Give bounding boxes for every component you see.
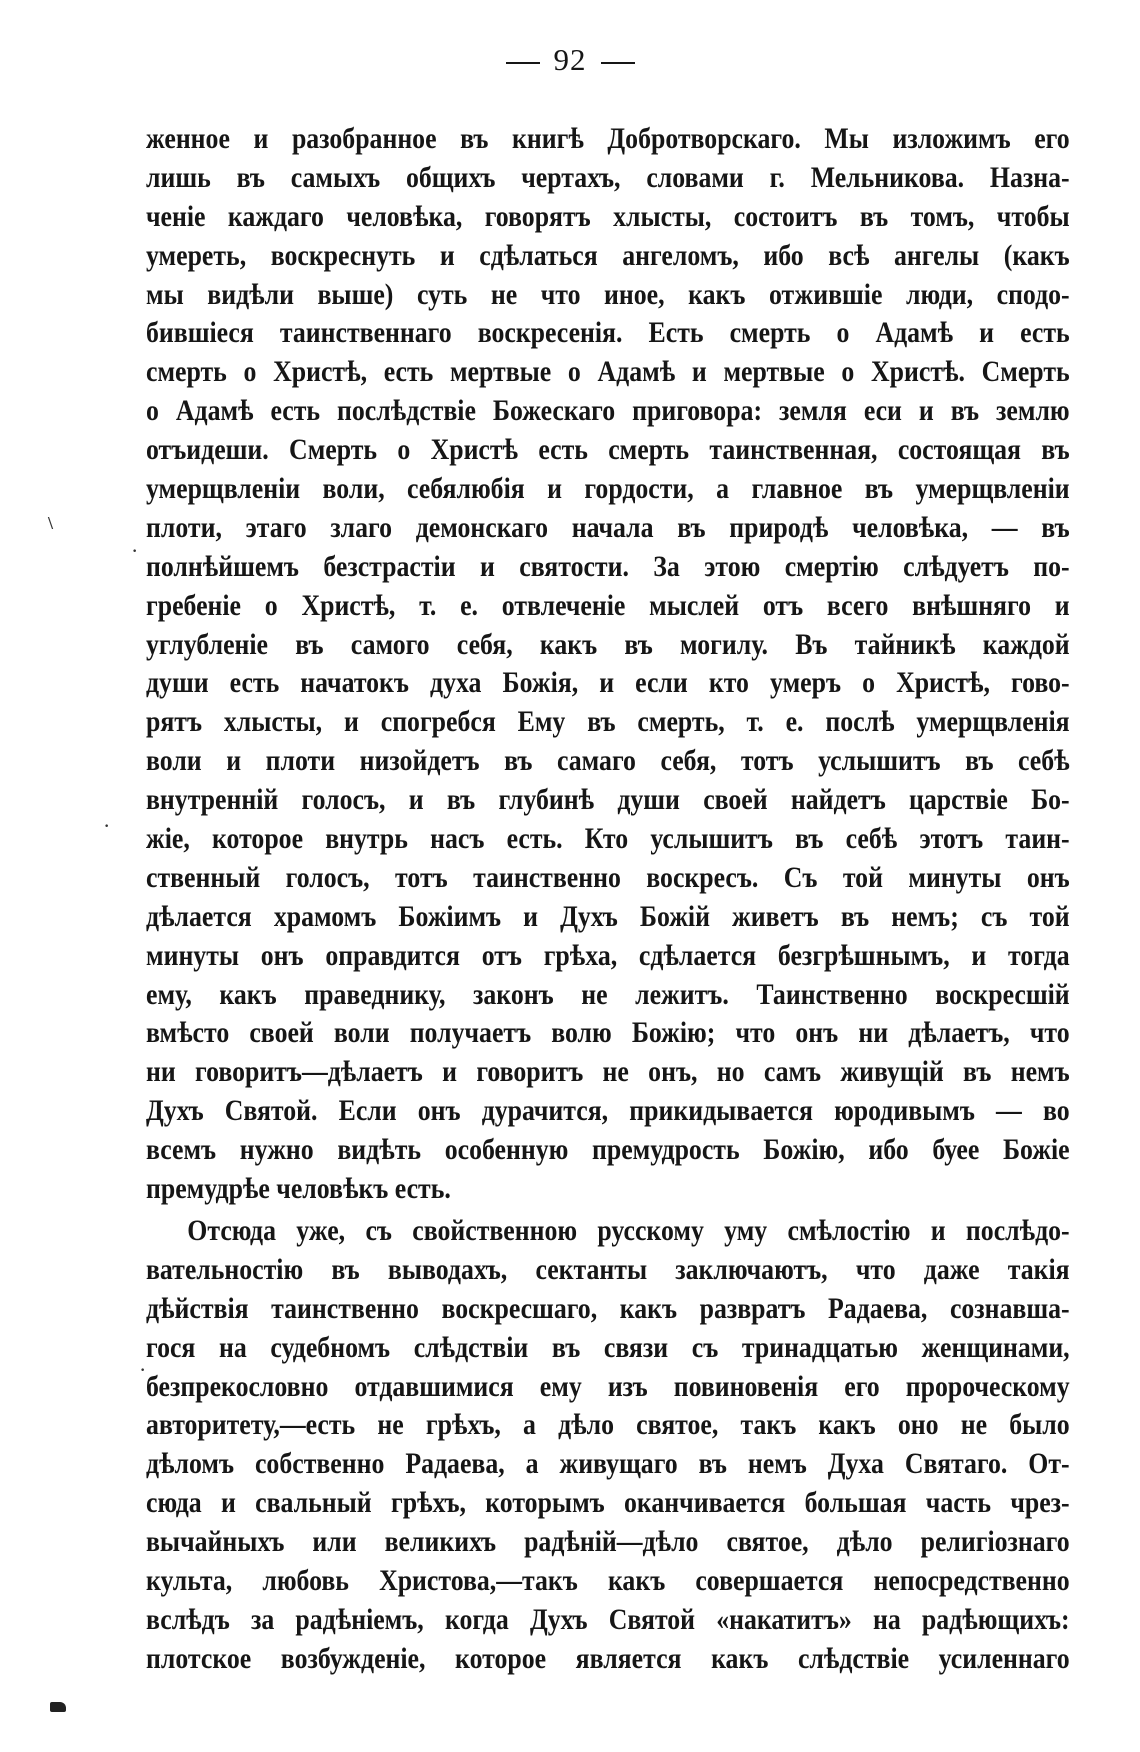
text-line: бившіеся таинственнаго воскресенія. Есть смерть о Адамѣ и есть — [146, 316, 1070, 350]
paragraph-2 — [146, 1212, 1070, 1679]
margin-mark: \ — [48, 513, 54, 533]
text-line: смерть о Христѣ, есть мертвые о Адамѣ и мертвые о Христѣ. Смерть — [146, 355, 1070, 389]
text-line: авторитету,—есть не грѣхъ, а дѣло святое, такъ какъ оно не было — [146, 1408, 1070, 1442]
text-line: внутренній голосъ, и въ глубинѣ души своей найдетъ царствіе Бо- — [146, 783, 1070, 817]
paragraph-1 — [146, 120, 1070, 1209]
text-line: гося на судебномъ слѣдствіи въ связи съ тринадцатью женщинами, — [146, 1330, 1070, 1364]
text-line: вмѣсто своей воли получаетъ волю Божію; что онъ ни дѣлаетъ, что — [146, 1016, 1070, 1050]
text-line: премудрѣе человѣкъ есть. — [146, 1172, 451, 1206]
text-line: всемъ нужно видѣть особенную премудрость Божію, ибо буее Божіе — [146, 1133, 1070, 1167]
text-line: ему, какъ праведнику, законъ не лежитъ. Таинственно воскресшій — [146, 977, 1070, 1011]
text-line: лишь въ самыхъ общихъ чертахъ, словами г. Мельникова. Назна- — [146, 160, 1070, 194]
text-line: гребеніе о Христѣ, т. е. отвлеченіе мыслей отъ всего внѣшняго и — [146, 588, 1070, 622]
text-line: безпрекословно отдавшимися ему изъ повиновенія его пророческому — [146, 1369, 1070, 1403]
text-line: вслѣдъ за радѣніемъ, когда Духъ Святой «накатитъ» на радѣющихъ: — [146, 1602, 1070, 1636]
library-stamp-mark — [50, 1702, 66, 1712]
text-line: Духъ Святой. Если онъ дурачится, прикидывается юродивымъ — во — [146, 1094, 1070, 1128]
page-number: 92 — [553, 42, 587, 77]
margin-mark: · — [140, 1362, 146, 1379]
margin-mark: · — [132, 543, 138, 560]
text-line: дѣйствія таинственно воскресшаго, какъ развратъ Радаева, сознавша- — [146, 1291, 1070, 1325]
text-line: плоти, этаго злаго демонскаго начала въ природѣ человѣка, — въ — [146, 510, 1070, 544]
text-line: культа, любовь Христова,—такъ какъ совершается непосредственно — [146, 1563, 1070, 1597]
text-line: ни говоритъ—дѣлаетъ и говоритъ не онъ, но самъ живущій въ немъ — [146, 1055, 1070, 1089]
text-line: углубленіе въ самого себя, какъ въ могилу. Въ тайникѣ каждой — [146, 627, 1070, 661]
body-text — [146, 120, 1070, 1679]
text-line: ственный голосъ, тотъ таинственно воскресъ. Съ той минуты онъ — [146, 860, 1070, 894]
text-line: минуты онъ оправдится отъ грѣха, сдѣлается безгрѣшнымъ, и тогда — [146, 938, 1070, 972]
text-line: вательностію въ выводахъ, сектанты заключаютъ, что даже такія — [146, 1252, 1070, 1286]
page-header — [0, 40, 1140, 80]
right-dash — [601, 62, 635, 64]
text-line: умерщвленіи воли, себялюбія и гордости, а главное въ умерщвленіи — [146, 472, 1070, 506]
text-line: воли и плоти низойдетъ въ самаго себя, тотъ услышитъ въ себѣ — [146, 744, 1070, 778]
text-line: полнѣйшемъ безстрастіи и святости. За этою смертію слѣдуетъ по- — [146, 549, 1070, 583]
text-line: жіе, которое внутрь насъ есть. Кто услышитъ въ себѣ этотъ таин- — [146, 822, 1070, 856]
text-line: умереть, воскреснуть и сдѣлаться ангеломъ, ибо всѣ ангелы (какъ — [146, 238, 1070, 272]
text-line: вычайныхъ или великихъ радѣній—дѣло святое, дѣло религіознаго — [146, 1525, 1070, 1559]
text-line: дѣломъ собственно Радаева, а живущаго въ немъ Духа Святаго. От- — [146, 1447, 1070, 1481]
text-line: отъидеши. Смерть о Христѣ есть смерть таинственная, состоящая въ — [146, 433, 1070, 467]
text-line: ченіе каждаго человѣка, говорятъ хлысты, состоитъ въ томъ, чтобы — [146, 199, 1070, 233]
text-line: сюда и свальный грѣхъ, которымъ оканчивается большая часть чрез- — [146, 1486, 1070, 1520]
text-line: плотское возбужденіе, которое является какъ слѣдствіе усиленнаго — [146, 1641, 1070, 1675]
text-line: Отсюда уже, съ свойственною русскому уму смѣлостію и послѣдо- — [187, 1213, 1070, 1247]
text-line: женное и разобранное въ книгѣ Добротворскаго. Мы изложимъ его — [146, 122, 1070, 155]
text-line: мы видѣли выше) суть не что иное, какъ отжившіе люди, сподо- — [146, 277, 1070, 311]
text-line: дѣлается храмомъ Божіимъ и Духъ Божій живетъ въ немъ; съ той — [146, 899, 1070, 933]
text-line: о Адамѣ есть послѣдствіе Божескаго приговора: земля еси и въ землю — [146, 394, 1070, 428]
text-line: души есть начатокъ духа Божія, и если кто умеръ о Христѣ, гово- — [146, 666, 1070, 700]
text-line: рятъ хлысты, и спогребся Ему въ смерть, т. е. послѣ умерщвленія — [146, 705, 1070, 739]
margin-mark: · — [104, 818, 110, 835]
left-dash — [506, 62, 540, 64]
